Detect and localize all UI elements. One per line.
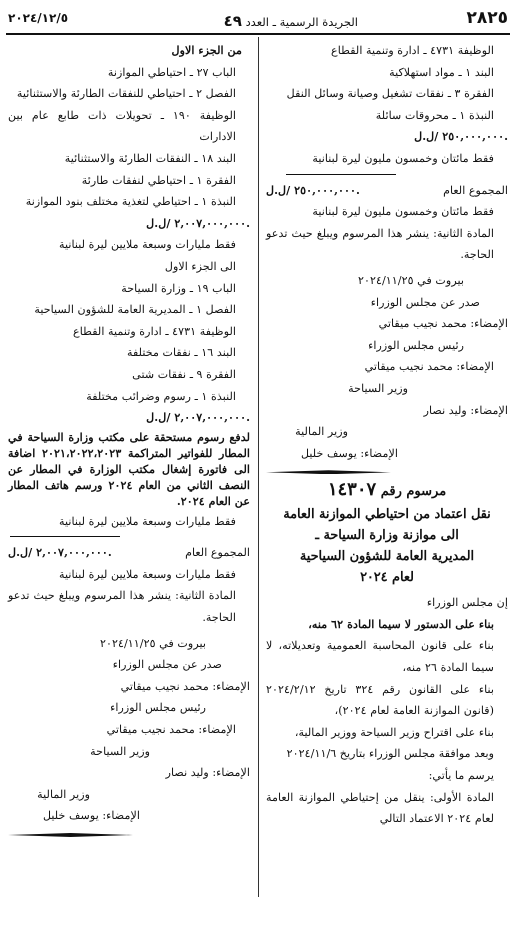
grand-total-amount: ٢,٠٠٧,٠٠٠,٠٠٠ /ل.ل. xyxy=(8,545,112,560)
sub-item-line-2: النبذة ١ ـ رسوم وضرائب مختلفة xyxy=(86,389,236,403)
signature-pm: الإمضاء: محمد نجيب ميقاتي xyxy=(378,317,508,331)
signature-pm-2: الإمضاء: محمد نجيب ميقاتي xyxy=(106,723,236,737)
amount: ٢٥٠,٠٠٠,٠٠٠ /ل.ل. xyxy=(414,129,508,144)
page-header xyxy=(8,8,508,32)
preamble-accounting-law: بناء على قانون المحاسبة العمومية وتعديلاته، لا سيما المادة ٢٦ منه، xyxy=(266,639,494,675)
separator-line xyxy=(266,170,508,180)
signature-tourism: الإمضاء: وليد نصار xyxy=(165,766,250,780)
role-tourism-minister: وزير السياحة xyxy=(90,744,150,758)
function-line: الوظيفة ١٩٠ ـ تحويلات ذات طابع عام بين الادارات xyxy=(8,108,236,144)
role-finance-minister: وزير المالية xyxy=(37,787,90,801)
role-pm: رئيس مجلس الوزراء xyxy=(368,338,464,352)
amount-in-words: فقط مائتان وخمسون مليون ليرة لبنانية xyxy=(312,151,494,165)
end-ornament xyxy=(8,827,250,841)
function-line-2: الوظيفة ٤٧٣١ ـ ادارة وتنمية القطاع xyxy=(73,324,236,338)
role-pm: رئيس مجلس الوزراء xyxy=(110,701,206,715)
journal-name: الجريدة الرسمية ـ العدد xyxy=(245,15,358,29)
preamble-cabinet: إن مجلس الوزراء xyxy=(426,596,508,610)
to-part-one: الى الجزء الاول xyxy=(164,259,236,273)
grand-total-amount: ٢٥٠,٠٠٠,٠٠٠ /ل.ل. xyxy=(266,182,360,197)
signature-finance: الإمضاء: يوسف خليل xyxy=(300,446,398,460)
issue-number: ٤٩ xyxy=(223,12,242,30)
section-line-2: الفصل ١ ـ المديرية العامة للشؤون السياحية xyxy=(34,303,236,317)
paragraph-line: الفقرة ٣ ـ نفقات تشغيل وصيانة وسائل النقل xyxy=(286,87,494,101)
grand-total-row xyxy=(8,542,250,564)
from-part-one: من الجزء الاول xyxy=(171,43,242,57)
issue-date: ٢٠٢٤/١٢/٥ xyxy=(8,11,69,25)
purpose-note: لدفع رسوم مستحقة على مكتب وزارة السياحة في المطار للفواتير المتراكمة ٢٠٢١،٢٠٢٢،٢٠٢٣ اضافة الى فاتورة إشغال مكتب الوزارة في المطار عن النصف الثاني من العام ٢٠٢٤ ورسم هاتف المطار عن العام ٢٠٢٤. xyxy=(8,429,250,508)
column-divider xyxy=(258,37,259,897)
item-line: البند ١٨ ـ النفقات الطارئة والاستثنائية xyxy=(64,151,236,165)
preamble-budget-law: بناء على القانون رقم ٣٢٤ تاريخ ٢٠٢٤/٢/١٢ (قانون الموازنة العامة لعام ٢٠٢٤)، xyxy=(266,682,495,718)
header-rule xyxy=(6,33,510,35)
issued-by: صدر عن مجلس الوزراء xyxy=(112,658,222,672)
decree-title-4: لعام ٢٠٢٤ xyxy=(360,570,414,586)
grand-total-words: فقط مليارات وسبعة ملايين ليرة لبنانية xyxy=(58,567,236,581)
decrees-following: يرسم ما يأتي: xyxy=(428,769,494,783)
paragraph-line: الفقرة ١ ـ احتياطي لنفقات طارئة xyxy=(81,173,236,187)
sub-item-line: النبذة ١ ـ احتياطي لتغذية مختلف بنود الموازنة xyxy=(25,195,236,209)
decree-id: ١٤٣٠٧ xyxy=(327,479,377,501)
article-one: المادة الأولى: ينقل من إحتياطي الموازنة العامة لعام ٢٠٢٤ الاعتماد التالي xyxy=(266,790,494,826)
signature-pm-2: الإمضاء: محمد نجيب ميقاتي xyxy=(364,360,494,374)
end-ornament xyxy=(266,464,508,478)
role-tourism-minister: وزير السياحة xyxy=(348,381,408,395)
item-line-2: البند ١٦ ـ نفقات مختلفة xyxy=(126,346,236,360)
article-two: المادة الثانية: ينشر هذا المرسوم ويبلغ حيث تدعو الحاجة. xyxy=(8,589,236,625)
preamble-proposal: بناء على اقتراح وزير السياحة ووزير المالية، xyxy=(294,725,494,739)
separator-line xyxy=(8,532,250,542)
grand-total-label: المجموع العام xyxy=(185,546,250,560)
decree-number xyxy=(266,478,508,504)
left-column xyxy=(8,40,250,841)
decree-label: مرسوم رقم xyxy=(380,484,447,500)
page-number: ٢٨٢٥ xyxy=(466,8,508,28)
decree-title-2: الى موازنة وزارة السياحة ـ xyxy=(315,528,459,544)
grand-total-row xyxy=(266,180,508,202)
right-column xyxy=(266,40,508,830)
amount: ٢,٠٠٧,٠٠٠,٠٠٠ /ل.ل. xyxy=(146,215,250,230)
function-line: الوظيفة ٤٧٣١ ـ ادارة وتنمية القطاع xyxy=(331,44,494,57)
place-date: بيروت في ٢٠٢٤/١١/٢٥ xyxy=(357,273,464,287)
amount-in-words: فقط مليارات وسبعة ملايين ليرة لبنانية xyxy=(58,238,236,252)
section-line: الفصل ٢ ـ احتياطي للنفقات الطارئة والاستثنائية xyxy=(16,87,236,101)
decree-title-1: نقل اعتماد من احتياطي الموازنة العامة xyxy=(283,507,491,523)
preamble-constitution: بناء على الدستور لا سيما المادة ٦٢ منه، xyxy=(308,616,494,631)
decree-title-3: المديرية العامة للشؤون السياحية xyxy=(299,549,475,565)
signature-pm: الإمضاء: محمد نجيب ميقاتي xyxy=(120,679,250,693)
chapter-line-2: الباب ١٩ ـ وزارة السياحة xyxy=(121,281,236,295)
chapter-line: الباب ٢٧ ـ احتياطي الموازنة xyxy=(107,65,236,79)
amount-in-words-2: فقط مليارات وسبعة ملايين ليرة لبنانية xyxy=(58,514,236,528)
role-finance-minister: وزير المالية xyxy=(295,425,348,439)
item-line: البند ١ ـ مواد استهلاكية xyxy=(389,65,494,79)
sub-item-line: النبذة ١ ـ محروقات سائلة xyxy=(375,108,494,122)
signature-tourism: الإمضاء: وليد نصار xyxy=(423,403,508,417)
grand-total-label: المجموع العام xyxy=(443,183,508,197)
grand-total-words: فقط مائتان وخمسون مليون ليرة لبنانية xyxy=(312,205,494,219)
signature-finance: الإمضاء: يوسف خليل xyxy=(42,809,140,823)
preamble-approval: وبعد موافقة مجلس الوزراء بتاريخ ٢٠٢٤/١١/٦ xyxy=(286,747,494,761)
place-date: بيروت في ٢٠٢٤/١١/٢٥ xyxy=(99,636,206,650)
issued-by: صدر عن مجلس الوزراء xyxy=(370,295,480,309)
journal-title xyxy=(224,12,358,30)
article-two: المادة الثانية: ينشر هذا المرسوم ويبلغ حيث تدعو الحاجة. xyxy=(266,226,494,262)
amount-2: ٢,٠٠٧,٠٠٠,٠٠٠ /ل.ل. xyxy=(146,410,250,425)
paragraph-line-2: الفقرة ٩ ـ نفقات شتى xyxy=(132,367,236,381)
